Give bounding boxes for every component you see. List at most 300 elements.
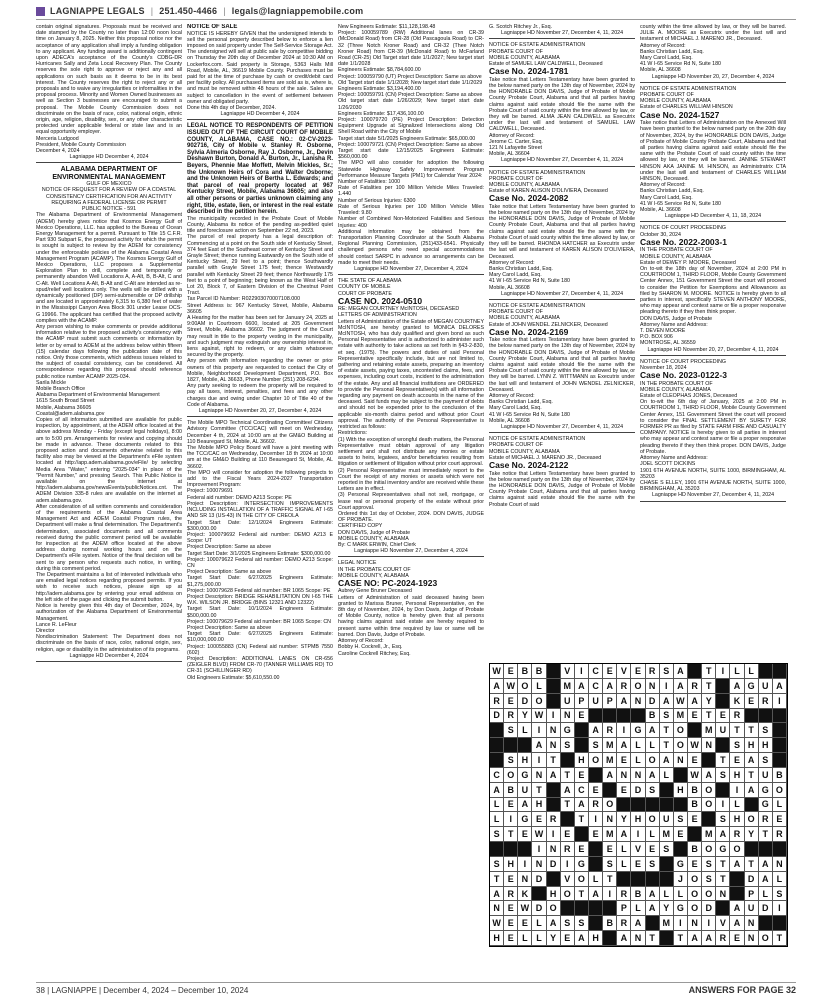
crossword-letter: D bbox=[532, 901, 546, 916]
crossword-letter: G bbox=[561, 723, 575, 738]
crossword-letter: A bbox=[631, 916, 645, 931]
crossword-letter: T bbox=[674, 931, 688, 946]
crossword-letter: A bbox=[490, 887, 504, 902]
crossword-letter: E bbox=[504, 694, 518, 709]
crossword-letter: E bbox=[589, 827, 603, 842]
crossword-black-square bbox=[561, 901, 575, 916]
crossword-letter: O bbox=[561, 887, 575, 902]
crossword-letter: S bbox=[490, 857, 504, 872]
crossword-black-square bbox=[716, 694, 730, 709]
crossword-letter: H bbox=[589, 931, 603, 946]
crossword-black-square bbox=[716, 783, 730, 798]
crossword-letter: I bbox=[617, 723, 631, 738]
crossword-black-square bbox=[547, 872, 561, 887]
crossword-letter: U bbox=[759, 679, 773, 694]
notice-body: The Mobile MPO Policy Board will have a joint meeting with the TCC/CAC on Wednesday, December 18 th 2024 at 10:00 am at the GM&O Building at 110 Beauregard St, Mobile, AL 36602. The MPO will consider for adoption the following projects to add to the Fiscal Years 2024-2027 Transportation Improvement Program: Project: 100079691 Federal aid number: DEMO A213 Scope: PE Project Description: INTERSECTION IMPROVEMENTS INCLUDING INSTALLATION OF A TRAFFIC SIGNAL AT I-65 AND SR 13 (US-43) IN THE CITY OF CREOLA Target Start Date: 12/1/2024 Engineers Estimate: $300,000.00 Project: 100079692 Federal aid number: DEMO A213 E Scope: UT Project Description: Same as above Target Start Date: 3/1/2025 Engineers Estimate: $300,000.00 Project: 100079622 Federal aid number: DEMO A213 Scope: CN Project Description: Same as above Target Start Date: 6/27/2025 Engineers Estimate: $1,275,000.00 Project: 100079628 Federal aid number: BR 1065 Scope: PE Project Description: BRIDGE REHABILITATION ON I-65 THE W.K. WILSON JR. BRIDGE (BINS 12321 AND 12322) Target Start Date: 10/1/2024 Engineers Estimate: $500,000.00 Project: 100079629 Federal aid number: BR 1065 Scope: CN Project Description: Same as above Target Start Date: 6/27/2025 Engineers Estimate: $10,000,000.00 Project: 100055883 (CN) Federal aid number: STPMB 7550 (602) Project Description: ADDITIONAL LANES ON CR-656 (ZEIGLER BLVD) FROM CR-70 (TANNER WILLIAMS RD) TO CR-31 (SCHILLINGER RD) Old Engineers Estimate: $5,610,550.00 bbox=[187, 445, 333, 681]
crossword-letter: H bbox=[547, 887, 561, 902]
crossword-letter: S bbox=[646, 783, 660, 798]
crossword-black-square bbox=[575, 738, 589, 753]
notice-sig: Lagniappe HD November 27, December 4, 2024 bbox=[338, 548, 484, 557]
crossword-letter: E bbox=[504, 916, 518, 931]
crossword-letter: C bbox=[575, 783, 589, 798]
notice-case: Case No. 2024-1781 bbox=[489, 66, 569, 77]
crossword-letter: A bbox=[660, 694, 674, 709]
notice-sig: Lagniappe HD November 27, December 4, 2024 bbox=[338, 266, 484, 275]
notice-sig: Lagniappe HD November 20, 27, December 4, 2024 bbox=[187, 408, 333, 417]
crossword-letter: W bbox=[688, 738, 702, 753]
crossword-letter: O bbox=[504, 768, 518, 783]
notice-body: Aubrey Gene Bruner Deceased Letters of Administration of said deceased having been granted to Marissa Bruner, Personal Representative, on the 8th day of November, 2024, by Don Davis, Judge of Probate of Mobile County, notice is hereby given that all persons having claims against said estate are hereby required to present same within time required by law or same will be barred. Don Davis, Judge of Probate. Attorney of Record: Bobby H. Cockrell, Jr., Esq. Caroline Cockrell Ritchey, Esq. bbox=[338, 588, 484, 657]
crossword-letter: O bbox=[773, 783, 787, 798]
notice-body: New Engineers Estimate: $11,128,198.48 Project: 100059789 (RW) Additional lanes on CR-39 (McDonald Road) from CR-28 (Old Pascagoula Road) to CR-32 (Three Notch Kroner Road) and CR-32 (Thee Notch Kroner Road) from CR-39 (McDonald Road) to McFarland Road (CR-25) Old Target start date 1/1/2027; New target start date 1/1/2028 Engineers Estimate: $8,784,600.00 Project: 100059790 (UT) Project Description: Same as above Old Target start date 1/1/2028; New target start date 1/1/2029 Engineers Estimate: $3,194,400.00 Project: 100059791 (CN) Project Description: Same as above Old target start date 1/26/2029; New target start date 1/26/2030 Engineers Estimate: $17,436,100.00 Project: 100079720 (PE) Project Description: Detection Equipment Upgrade at Signalized Intersections along Old Shell Road within the City of Mobile Target start date 5/1/2025 Engineers Estimate: $65,000.00 Project: 100079721 (CN) Project Description: Same as above Target start date 12/15/2025 Engineers Estimate: $560,000.00 bbox=[338, 24, 484, 161]
crossword-black-square bbox=[518, 842, 532, 857]
crossword-letter: T bbox=[561, 798, 575, 813]
crossword-letter: A bbox=[660, 753, 674, 768]
crossword-letter: E bbox=[745, 694, 759, 709]
crossword-letter: N bbox=[745, 931, 759, 946]
crossword-letter: O bbox=[688, 872, 702, 887]
crossword-black-square bbox=[561, 753, 575, 768]
crossword-letter: A bbox=[490, 783, 504, 798]
crossword-letter: G bbox=[518, 812, 532, 827]
crossword-letter: T bbox=[547, 753, 561, 768]
crossword-letter: A bbox=[490, 679, 504, 694]
crossword-letter: O bbox=[518, 679, 532, 694]
crossword-black-square bbox=[716, 738, 730, 753]
crossword-letter: O bbox=[702, 887, 716, 902]
crossword-black-square bbox=[660, 872, 674, 887]
crossword-letter: N bbox=[716, 887, 730, 902]
crossword-letter: R bbox=[759, 694, 773, 709]
crossword-letter: L bbox=[532, 916, 546, 931]
crossword-letter: U bbox=[561, 694, 575, 709]
crossword-letter: R bbox=[730, 827, 744, 842]
notice-case: CASE NO. 2024-0510 bbox=[338, 295, 423, 306]
crossword-black-square bbox=[773, 753, 787, 768]
crossword-letter: E bbox=[688, 857, 702, 872]
crossword-letter: T bbox=[745, 723, 759, 738]
crossword-black-square bbox=[759, 842, 773, 857]
crossword-letter: B bbox=[532, 664, 546, 679]
notice-sig: Lagniappe HD November 27, December 4, 11, 2024 bbox=[489, 424, 635, 433]
crossword-letter: D bbox=[646, 694, 660, 709]
crossword-letter: E bbox=[688, 812, 702, 827]
crossword-black-square bbox=[490, 738, 504, 753]
crossword-letter: L bbox=[674, 887, 688, 902]
crossword-letter: B bbox=[688, 783, 702, 798]
notice-case: Case No. 2024-1527 bbox=[640, 109, 720, 120]
crossword-black-square bbox=[589, 901, 603, 916]
notice-h1: ALABAMA DEPARTMENT OF ENVIRONMENTAL MANAGEMENT bbox=[52, 166, 166, 181]
crossword-black-square bbox=[617, 709, 631, 724]
notice-sig: Lagniappe HD November 27, December 4, 11, 2024 bbox=[489, 157, 635, 166]
crossword-letter: S bbox=[490, 827, 504, 842]
notice-body: Take notice that Letters Testamentary have been granted to the below named party on the 13th day of November, 2024 by the HONORABLE DON DAVIS, Judge of Probate of Mobile County Probate Court, Alabama and that all parties having claims against said estate should file the same with the Probate Court of said county within the time allowed by law, or they will be barred. RHONDA HATCHER as Executrix under the last will and testament of KAREN ALISON D'OLIVIERA, Deceased. Attorney of Record: Banks Christian Ladd, Esq. Mary Carol Ladd, Esq. 41 W I-65 Service Rd N, Suite 180 Mobile, AL 36608 bbox=[489, 203, 635, 291]
crossword-letter: U bbox=[589, 694, 603, 709]
crossword-letter: I bbox=[547, 709, 561, 724]
crossword-letter: B bbox=[688, 842, 702, 857]
notice-body: Merceria Ludgood President, Mobile County Commission December 4, 2024 bbox=[36, 135, 126, 155]
crossword-letter: I bbox=[532, 842, 546, 857]
crossword-black-square bbox=[702, 812, 716, 827]
crossword-letter: O bbox=[646, 812, 660, 827]
crossword-letter: S bbox=[702, 857, 716, 872]
crossword-black-square bbox=[702, 753, 716, 768]
crossword-letter: T bbox=[504, 827, 518, 842]
crossword-letter: L bbox=[490, 812, 504, 827]
crossword-letter: E bbox=[730, 753, 744, 768]
crossword-black-square bbox=[688, 827, 702, 842]
notice-body: Notice is hereby given this 4th day of December, 2024, by authorization of the Alabama Department of Environmental Management. bbox=[36, 603, 182, 622]
crossword-letter: Y bbox=[518, 709, 532, 724]
crossword-letter: A bbox=[773, 679, 787, 694]
crossword-black-square bbox=[745, 798, 759, 813]
crossword-letter: O bbox=[631, 679, 645, 694]
crossword-letter: R bbox=[547, 812, 561, 827]
notice-body: Copies of all information submitted are available for public inspection, by appointment, at the ADEM office located at the above address Monday - Friday (except legal holidays), 8:00 am to 5:00 pm. Arrangements for review and copying should be made in advance. These documents related to this proposed action and documents otherwise related to this facility also may be viewed at the Department's eFile system located at http://app.adem.alabama.gov/eFile/ by selecting Media Area "Water," entering "2025-034" in place of the "Permit Number," and pressing Search. This Public Notice is available on the internet at http://adem.alabama.gov/newsEvents/publicNotices.cnt. The ADEM Division 335-8 rules are available on the internet at adem.alabama.gov. bbox=[36, 417, 182, 504]
crossword-letter: T bbox=[660, 723, 674, 738]
crossword-letter: A bbox=[617, 694, 631, 709]
crossword-letter: S bbox=[716, 768, 730, 783]
crossword-letter: G bbox=[518, 768, 532, 783]
notice-sig: Lagniappe HD December 4, 2024 bbox=[36, 154, 182, 163]
page-header: LAGNIAPPE LEGALS | 251.450-4466 | legals@lagniappemobile.com bbox=[36, 4, 796, 18]
crossword-letter: H bbox=[518, 753, 532, 768]
notice-h2: NOTICE OF SALE bbox=[187, 24, 238, 30]
crossword-letter: M bbox=[674, 709, 688, 724]
crossword-letter: M bbox=[603, 827, 617, 842]
crossword-black-square bbox=[773, 709, 787, 724]
crossword-letter: J bbox=[674, 872, 688, 887]
notice-body: After consideration of all written comments and consideration of the requirements of the Alabama Coastal Area Management Act and ADEM Coastal Program rules, the Department will make a final determination. The Department's determination, associated documents and all comments received during the public comment period will be available for inspection at the ADEM office located at the above address during normal working hours and on the Department's eFile system. Notice of the final decision will be sent to any person who requests such notice, in writing, during this comment period. bbox=[36, 503, 182, 572]
crossword-letter: A bbox=[646, 887, 660, 902]
crossword-letter: S bbox=[561, 916, 575, 931]
crossword-letter: T bbox=[773, 931, 787, 946]
crossword-black-square bbox=[773, 723, 787, 738]
crossword-letter: D bbox=[547, 857, 561, 872]
crossword-black-square bbox=[660, 857, 674, 872]
crossword-letter: E bbox=[575, 768, 589, 783]
crossword-letter: T bbox=[702, 709, 716, 724]
crossword-letter: R bbox=[603, 723, 617, 738]
crossword-letter: O bbox=[674, 723, 688, 738]
crossword-letter: A bbox=[547, 916, 561, 931]
crossword-black-square bbox=[589, 916, 603, 931]
crossword-letter: B bbox=[646, 709, 660, 724]
crossword-letter: G bbox=[674, 857, 688, 872]
crossword-black-square bbox=[532, 887, 546, 902]
crossword-letter: I bbox=[773, 901, 787, 916]
crossword-letter: L bbox=[518, 931, 532, 946]
crossword-black-square bbox=[518, 738, 532, 753]
crossword-letter: T bbox=[561, 768, 575, 783]
crossword-letter: N bbox=[603, 812, 617, 827]
crossword-letter: H bbox=[730, 812, 744, 827]
crossword-letter: I bbox=[504, 812, 518, 827]
crossword-letter: H bbox=[575, 753, 589, 768]
crossword-black-square bbox=[773, 738, 787, 753]
crossword-letter: G bbox=[631, 723, 645, 738]
crossword-black-square bbox=[674, 798, 688, 813]
notice-body: The Department maintains a list of interested individuals who are emailed legal notices regarding proposed permits. If you wish to receive such notices, please sign up at http://adem.alabama.gov by entering your email address on the left side of the page and clicking the submit button. bbox=[36, 572, 182, 603]
crossword-letter: E bbox=[631, 664, 645, 679]
crossword-letter: G bbox=[716, 842, 730, 857]
crossword-black-square bbox=[504, 738, 518, 753]
notice-body: LEGAL NOTICE IN THE PROBATE COURT OF MOBILE COUNTY, ALABAMA bbox=[338, 560, 411, 579]
crossword-letter: M bbox=[603, 753, 617, 768]
notice-body: Lance R. LeFleur Director Nondiscrimination Statement: The Department does not discriminate on the basis of race, color, national origin, sex, religion, age or disability in the administration of its programs. bbox=[36, 621, 182, 653]
crossword-letter: S bbox=[504, 753, 518, 768]
crossword-black-square bbox=[575, 827, 589, 842]
footer-pageinfo: 38 | LAGNIAPPE | December 4, 2024 – December 10, 2024 bbox=[36, 985, 249, 995]
crossword-letter: I bbox=[660, 679, 674, 694]
crossword-letter: H bbox=[490, 931, 504, 946]
crossword-letter: A bbox=[688, 931, 702, 946]
crossword-black-square bbox=[773, 842, 787, 857]
crossword-letter: O bbox=[532, 694, 546, 709]
crossword-letter: I bbox=[518, 857, 532, 872]
crossword-letter: S bbox=[660, 709, 674, 724]
crossword-letter: E bbox=[518, 827, 532, 842]
crossword-letter: A bbox=[674, 664, 688, 679]
notice-body: The Alabama Department of Environmental Management (ADEM) hereby gives notice that Kosmos Energy Gulf of Mexico Operations, LLC. has applied to the Bureau of Ocean Energy Management for a permit. Pursuant to Title 15 C.F.R. Part 930 Subpart E, the proposed activity for which the permit is sought is subject to review by the ADEM for consistency under the enforceable policies of the Alabama Coastal Area Management Program (ACAMP). The Kosmos Energy Gulf of Mexico Operations, LLC proposes a Supplemental Exploration Plan to drill, complete and temporarily or permanently abandon Well Locations A, A-Alt, B, B-Alt, C and C-Alt. Well Locations A-Alt, B-Alt and C-Alt are intended as re-spud/relief well locations only. The wells will be drilled with a dynamically positioned (DP) semi-submersible or DP drillship and are located in approximately 6,315 to 6,380 feet of water in the Mississippi Canyon Area Block 301 under Lease OCS-G 19966. The applicant has certified that the proposed activity complies with the ACAMP. bbox=[36, 212, 182, 324]
crossword-letter: I bbox=[547, 827, 561, 842]
column-2 bbox=[187, 24, 333, 968]
crossword-black-square bbox=[688, 664, 702, 679]
crossword-letter: H bbox=[504, 857, 518, 872]
crossword-letter: S bbox=[759, 753, 773, 768]
crossword-letter: T bbox=[716, 753, 730, 768]
notice-body: NOTICE OF ESTATE ADMINISTRATION PROBATE COURT OF MOBILE COUNTY, ALABAMA Estate of JOHN WENDEL ZELNICKER, Deceased bbox=[489, 302, 608, 328]
crossword-black-square bbox=[730, 887, 744, 902]
notice-case: Case No. 2023-0122-3 bbox=[640, 370, 727, 381]
crossword-letter: A bbox=[575, 679, 589, 694]
crossword-black-square bbox=[773, 664, 787, 679]
crossword-letter: A bbox=[702, 931, 716, 946]
crossword-letter: S bbox=[660, 664, 674, 679]
crossword-letter: P bbox=[603, 694, 617, 709]
header-email[interactable]: legals@lagniappemobile.com bbox=[231, 6, 364, 16]
crossword-letter: N bbox=[631, 931, 645, 946]
crossword-letter: N bbox=[547, 723, 561, 738]
section-marker bbox=[36, 7, 45, 16]
crossword-black-square bbox=[631, 798, 645, 813]
crossword-black-square bbox=[490, 842, 504, 857]
notice-body: county within the time allowed by law, or they will be barred. JULIE A. MOORE as Executrix under the last will and testament of MICHAEL J. MARENO JR., Deceased. Attorney of Record: Banks Christian Ladd, Esq. Mary Carol Ladd, Esq. 41 W I-65 Service Rd N, Suite 180 Mobile, AL 36608 bbox=[640, 24, 786, 74]
crossword-letter: L bbox=[617, 857, 631, 872]
crossword-letter: C bbox=[589, 679, 603, 694]
crossword-letter: S bbox=[730, 738, 744, 753]
crossword-black-square bbox=[660, 931, 674, 946]
crossword-letter: A bbox=[646, 768, 660, 783]
crossword-letter: V bbox=[561, 664, 575, 679]
column-4 bbox=[489, 24, 635, 658]
notice-body: Take notice that Letters Testamentary have been granted to the below named party on the 13th day of November, 2024 by the HONORABLE DON DAVIS, Judge of Probate of Mobile County Probate Court, Alabama and that all parties having claims against said estate should file the same with the Probate Court of said county within the time allowed by law, or they will be barred. ALMA JEAN CALDWELL as Executrix under the last will and testament of SAMUEL LAW CALDWELL, Deceased. Attorney of Record: Jerome C. Carter, Esq. 121 N Lafayette Street Mobile, AL 36604 bbox=[489, 76, 635, 158]
crossword-letter: E bbox=[617, 753, 631, 768]
crossword-black-square bbox=[547, 694, 561, 709]
crossword-black-square bbox=[688, 723, 702, 738]
crossword-letter: E bbox=[631, 857, 645, 872]
crossword-letter: W bbox=[532, 827, 546, 842]
crossword-letter: E bbox=[518, 916, 532, 931]
notice-sig: Lagniappe HD November 27, December 4, 11, 2024 bbox=[489, 291, 635, 300]
notice-body: NOTICE OF ESTATE ADMINISTRATION PROBATE COURT OF MOBILE COUNTY, ALABAMA Estate of MICHAEL J. MARENO JR., Deceased bbox=[489, 436, 602, 461]
crossword-letter: R bbox=[716, 931, 730, 946]
crossword-letter: I bbox=[589, 812, 603, 827]
crossword-letter: D bbox=[631, 783, 645, 798]
notice-body: A Hearing for the matter has been set for January 24, 2025 at 9:00AM in Courtroom 6600, located at 205 Government Street, Mobile, Alabama 36602. The judgment of the Court may result in title to the property vesting in the municipality, and such judgment may extinguish any ownership interest in, liens against, right to redeem, or any claim whatsoever secured by the property. bbox=[187, 315, 333, 359]
crossword-letter: N bbox=[631, 768, 645, 783]
crossword-letter: O bbox=[674, 738, 688, 753]
notice-body: RE: MEGAN COURTNEY McINTOSH, DECEASED LETTERS OF ADMINISTRATION Letters of Administration of the Estate of MEGAN COURTNEY McINTOSH, are hereby granted to MONICA DELORES McINTOSH, who has duly qualified and given bond as such Personal Representative and is authorized to administer such estate with authority to take actions as set forth in §43-2-830, et seq. (1975). The powers and duties of said Personal Representative specifically include, but are not limited to, gathering and retaining estate assets, preparing an inventory of estate assets, paying taxes, uncontested claims, fees, and expenses, including court costs, incident to the administration of the estate. Any and all financial institutions are ORDERED to provide the Personal Representative(s) with all information regarding any payment on death accounts in the name of the deceased. Said funds may be subject to the payment of debts and should not be expended prior to the conclusion of the applicable six-month claims period and without prior Court approval. The authority of the Personal Representative is restricted as follows: Restrictions: (1) With the exception of wrongful death matters, the Personal Representative must obtain approval of any litigation settlement and shall not distribute any monies or estate assets to heirs, legatees, and/or beneficiaries resulting from litigation or settlement of litigation without prior court approval. (2) Personal Representative must immediately report to the Court the receipt of any monies or assets which were not reported in the initial inventory and/or are received while these Letters are in effect. (3) Personal Representatives shall not sell, mortgage, or lease real or personal property of the estate without prior Court approval. Ordered this 1st day of October, 2024. DON DAVIS, JUDGE OF PROBATE. CERTIFIED COPY DON DAVIS, Judge of Probate MOBILE COUNTY, ALABAMA By: C MARK ERWIN, Chief Clerk bbox=[338, 306, 484, 548]
crossword-letter: U bbox=[759, 768, 773, 783]
crossword-black-square bbox=[759, 916, 773, 931]
crossword-letter: Y bbox=[702, 694, 716, 709]
crossword-letter: N bbox=[518, 872, 532, 887]
notice-body: NOTICE OF ESTATE ADMINISTRATION PROBATE COURT OF MOBILE COUNTY, ALABAMA Estate of SAMUEL LAW CALDWELL, Deceased bbox=[489, 42, 603, 68]
crossword-letter: E bbox=[504, 931, 518, 946]
crossword-black-square bbox=[547, 783, 561, 798]
crossword-letter: I bbox=[575, 664, 589, 679]
crossword-black-square bbox=[490, 753, 504, 768]
crossword-letter: N bbox=[547, 842, 561, 857]
crossword-black-square bbox=[773, 916, 787, 931]
crossword-letter: L bbox=[631, 901, 645, 916]
crossword-letter: S bbox=[646, 857, 660, 872]
crossword-letter: V bbox=[631, 842, 645, 857]
crossword-letter: M bbox=[702, 827, 716, 842]
notice-body: Sarila Mickle Mobile Branch Office Alabama Department of Environmental Management 1615 South Broad Street Mobile, Alabama 36605 Coastal@adem.alabama.gov bbox=[36, 379, 160, 417]
crossword-letter: S bbox=[561, 738, 575, 753]
crossword-letter: L bbox=[617, 842, 631, 857]
crossword-letter: O bbox=[688, 901, 702, 916]
notice-body: NOTICE OF ESTATE ADMINISTRATION PROBATE COURT OF MOBILE COUNTY, ALABAMA Estate of CHARLES WILLIAM HINSON bbox=[640, 85, 737, 111]
crossword-letter: N bbox=[674, 753, 688, 768]
crossword-letter: C bbox=[589, 664, 603, 679]
crossword-letter: I bbox=[631, 827, 645, 842]
crossword-letter: L bbox=[730, 664, 744, 679]
crossword-letter: E bbox=[674, 827, 688, 842]
notice-case: Case No. 2024-2169 bbox=[489, 326, 569, 337]
crossword-letter: L bbox=[660, 887, 674, 902]
crossword-letter: L bbox=[773, 798, 787, 813]
crossword-letter: R bbox=[730, 709, 744, 724]
notice-body: Take notice that Letters Testamentary have been granted to the below named party on the 13th day of November, 2024 by the HONORABLE DON DAVIS, Judge of Probate of Mobile County Probate Court, Alabama and that all parties having claims against said estate should file the same with the Probate Court of said bbox=[489, 470, 635, 508]
crossword-letter: T bbox=[745, 857, 759, 872]
crossword-black-square bbox=[646, 798, 660, 813]
crossword-letter: S bbox=[759, 723, 773, 738]
crossword-black-square bbox=[589, 842, 603, 857]
crossword-letter: E bbox=[504, 664, 518, 679]
crossword-letter: L bbox=[631, 753, 645, 768]
notice-body: NOTICE OF COURT PROCEEDING October 30, 2024 bbox=[640, 225, 727, 238]
crossword-letter: R bbox=[617, 916, 631, 931]
crossword-letter: S bbox=[603, 857, 617, 872]
crossword-letter: L bbox=[646, 827, 660, 842]
crossword-letter: O bbox=[575, 872, 589, 887]
crossword-black-square bbox=[589, 768, 603, 783]
crossword-letter: E bbox=[688, 753, 702, 768]
notice-body: THE STATE OF ALABAMA COUNTY OF MOBILE COURT OF PROBATE bbox=[338, 278, 402, 297]
notice-body: Take notice that Letters of Administration on the Annexed Will have been granted to the below named party on the 20th day of November, 2024, by the HONORABLE DON DAVIS, Judge of Probate of Mobile County Probate Court, Alabama and that all parties having claims against said estate should file the same with the Probate Court of said county within the time allowed by law, or they will be barred. JANINE STEWART HINSON AKA JANINE M. HINSON, as Administratrix CTA under the last will and testament of CHARLES WILLIAM HINSON, Deceased. Attorney of Record: Banks Christian Ladd, Esq. Mary Carol Ladd, Esq. 41 W I-65 Service Rd N, Suite 180 Mobile, AL 36608 bbox=[640, 120, 786, 213]
notice-body: The MPO will also consider for adoption the following Statewide Highway Safety Improvement Program Performance Measure Targets (PM1) for Calendar Year 2024: Number of Fatalities: 1000 Rate of Fatalities per 100 Million Vehicle Miles Traveled: 1.440 Number of Serious Injuries: 6300 Rate of Serious Injuries per 100 Million Vehicle Miles Traveled: 9.80 Number of Combined Non-Motorized Fatalities and Serious Injuries: 400 Additional information may be obtained from the Transportation Planning Coordinator at the South Alabama Regional Planning Commission, (251)433-6541. Physically challenged persons who need special accommodations should contact SARPC in advance so arrangements can be made to meet their needs. bbox=[338, 160, 484, 266]
crossword-letter: R bbox=[773, 827, 787, 842]
crossword-letter: I bbox=[716, 798, 730, 813]
crossword-letter: W bbox=[688, 768, 702, 783]
crossword-letter: T bbox=[716, 872, 730, 887]
crossword-letter: N bbox=[532, 857, 546, 872]
crossword-letter: E bbox=[603, 664, 617, 679]
notice-center: GULF OF MEXICO NOTICE OF REQUEST FOR A REVIEW OF A COASTAL CONSISTENCY CERTIFICATION FOR AN ACTIVITY REQUIRING A FEDERAL LICENSE OR PERMIT PUBLIC NOTICE - 591 bbox=[41, 181, 177, 213]
crossword-letter: O bbox=[603, 798, 617, 813]
crossword-letter: V bbox=[561, 872, 575, 887]
crossword-letter: M bbox=[660, 916, 674, 931]
notice-body: The municipality recorded in the Probate Court of Mobile County, Alabama its notice of the pending as-pedited quiet title and foreclosure action on September 22 nd, 2023. bbox=[187, 215, 333, 235]
crossword-letter: A bbox=[745, 783, 759, 798]
crossword-letter: B bbox=[773, 768, 787, 783]
crossword-letter: V bbox=[617, 664, 631, 679]
crossword-letter: A bbox=[561, 783, 575, 798]
crossword-letter: R bbox=[688, 679, 702, 694]
crossword-letter: A bbox=[575, 798, 589, 813]
crossword-letter: O bbox=[589, 753, 603, 768]
header-phone[interactable]: 251.450-4466 bbox=[159, 6, 218, 16]
crossword-letter: A bbox=[518, 798, 532, 813]
crossword-letter: M bbox=[660, 827, 674, 842]
crossword-letter: A bbox=[646, 901, 660, 916]
crossword-black-square bbox=[547, 664, 561, 679]
crossword-black-square bbox=[490, 723, 504, 738]
crossword-letter: D bbox=[490, 709, 504, 724]
crossword-letter: E bbox=[646, 842, 660, 857]
crossword-letter: U bbox=[716, 723, 730, 738]
crossword-black-square bbox=[617, 872, 631, 887]
crossword-letter: M bbox=[561, 679, 575, 694]
crossword-letter: A bbox=[532, 738, 546, 753]
crossword-letter: E bbox=[504, 798, 518, 813]
crossword-letter: T bbox=[702, 664, 716, 679]
crossword-letter: N bbox=[688, 916, 702, 931]
crossword-letter: U bbox=[745, 901, 759, 916]
crossword-letter: H bbox=[759, 738, 773, 753]
crossword-letter: L bbox=[532, 679, 546, 694]
column-3 bbox=[338, 24, 484, 968]
crossword-letter: T bbox=[646, 931, 660, 946]
crossword-letter: R bbox=[504, 709, 518, 724]
crossword-letter: A bbox=[617, 738, 631, 753]
crossword-letter: O bbox=[688, 887, 702, 902]
crossword-black-square bbox=[631, 709, 645, 724]
crossword-letter: S bbox=[773, 887, 787, 902]
crossword-letter: B bbox=[518, 664, 532, 679]
crossword-letter: E bbox=[504, 901, 518, 916]
crossword-letter: K bbox=[730, 694, 744, 709]
crossword-letter: L bbox=[589, 872, 603, 887]
crossword-letter: A bbox=[759, 857, 773, 872]
crossword-black-square bbox=[674, 842, 688, 857]
crossword-letter: E bbox=[575, 709, 589, 724]
crossword-letter: T bbox=[745, 768, 759, 783]
crossword-letter: O bbox=[730, 842, 744, 857]
notice-sig: Lagniappe HD November 27, December 4, 11, 2024 bbox=[640, 492, 786, 501]
crossword-black-square bbox=[603, 931, 617, 946]
crossword-letter: O bbox=[702, 783, 716, 798]
notice-sig: Lagniappe HD November 20, 27, December 4, 2024 bbox=[640, 74, 786, 83]
crossword-letter: O bbox=[547, 901, 561, 916]
crossword-letter: L bbox=[773, 872, 787, 887]
crossword-black-square bbox=[759, 664, 773, 679]
crossword-letter: L bbox=[660, 768, 674, 783]
